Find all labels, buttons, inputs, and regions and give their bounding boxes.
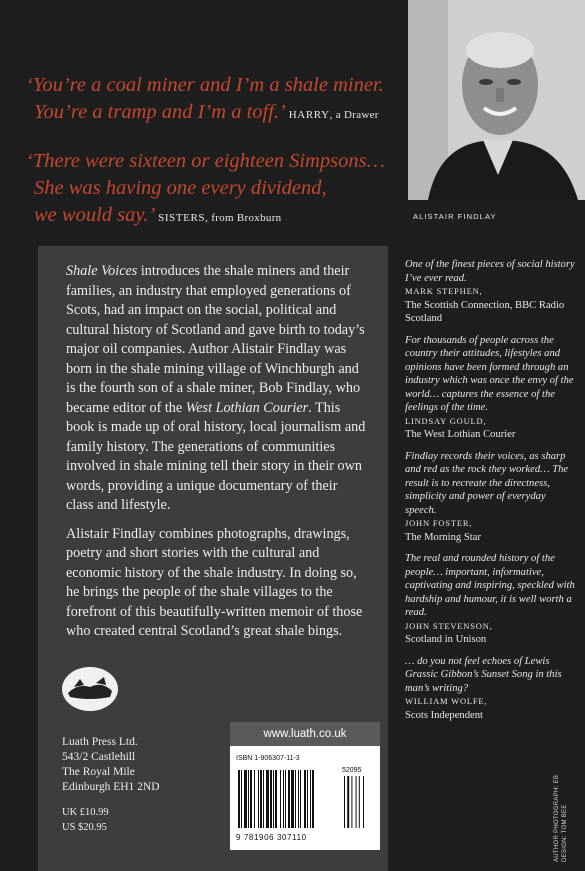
book-title: Shale Voices [66, 263, 138, 279]
quote-1 [26, 72, 416, 129]
quote-2-text: we would say.’ [34, 204, 154, 226]
barcode-bar [285, 770, 286, 828]
quote-2-attribution [158, 212, 281, 224]
barcode-bar [288, 770, 290, 828]
credits [553, 775, 569, 862]
review-name: JOHN STEVENSON, [405, 620, 493, 631]
quote-2-speaker: SISTERS [158, 212, 206, 224]
newspaper-title: West Lothian Courier [185, 399, 309, 416]
barcode-bar [248, 770, 249, 828]
publisher-info [62, 735, 160, 835]
barcode-bar [300, 770, 301, 828]
isbn-label: ISBN 1-906307-11-3 [236, 755, 300, 762]
description-p1-part-b: . This book is made up of oral history, local journalism and family history. The generations of communities involved in shale mining tell their story in their own words, providing a unique documentary of their class and lifestyle. [66, 399, 366, 513]
website-url: www.luath.co.uk [230, 722, 380, 746]
barcode-bar [307, 770, 308, 828]
price-us: US $20.95 [62, 822, 107, 833]
barcode-bar [298, 770, 299, 828]
barcode-bar [280, 770, 281, 828]
quote-2-role: , from Broxburn [205, 212, 282, 224]
review-quote: … do you not feel echoes of Lewis Grassic Gibbon’s Sunset Song in this man’s writing? [405, 655, 562, 694]
review-3 [405, 450, 575, 545]
barcode-bar [244, 770, 247, 828]
quote-1-line-1: ‘You’re a coal miner and I’m a shale miner. [26, 74, 384, 96]
barcode-bar [275, 770, 277, 828]
quote-1-speaker: HARRY [288, 109, 330, 121]
barcode-bar [310, 770, 311, 828]
review-outlet: The Scottish Connection, BBC Radio Scotland [405, 299, 565, 324]
review-outlet: Scots Independent [405, 709, 483, 721]
publisher-address-1: 543/2 Castlehill [62, 751, 136, 763]
reviews-panel [405, 258, 575, 730]
quote-1-text: You’re a tramp and I’m a toff.’ [34, 101, 284, 123]
review-quote: Findlay records their voices, as sharp and red as the rock they worked… The result is to recreate the directness, simplicity and power of everyday speech. [405, 450, 569, 516]
addon-bar [356, 776, 357, 828]
quote-1-role: , a Drawer [329, 109, 379, 121]
author-portrait-image [408, 0, 585, 200]
review-quote: One of the finest pieces of social history I’ve ever read. [405, 259, 575, 284]
review-name: JOHN FOSTER, [405, 518, 473, 528]
publisher-name: Luath Press Ltd. [62, 736, 138, 748]
description-p1-part-a: introduces the shale miners and their families, an industry that employed generations of Scots, had an impact on the social, political and cultural history of Scotland and gave birth to today’s major oil companies. Author Alistair Findlay was born in the shale mining village of Winchburgh and is the fourth son of a shale miner, Bob Findlay, who became editor of the [66, 263, 365, 416]
price-addon-code: 52095 [342, 767, 362, 774]
barcode-bar [260, 770, 262, 828]
review-name: MARK STEPHEN, [405, 286, 483, 296]
review-quote: The real and rounded history of the people… important, informative, captivating and inspiring, speckled with hardship and humour, it is well worth a read. [405, 553, 575, 618]
description-paragraph-2: Alistair Findlay combines photographs, drawings, poetry and short stories with the cultural and economic history of the shale industry. In doing so, he brings the people of the shale villages to the forefront of this beautifully-written memoir of those who created central Scotland’s great shale bings. [66, 525, 363, 639]
barcode-bar [304, 770, 306, 828]
barcode-icon [236, 764, 376, 832]
quote-2-line-2: She was having one every dividend, [34, 177, 327, 199]
review-name: LINDSAY GOULD, [405, 415, 487, 426]
quote-1-line-2 [26, 99, 416, 129]
addon-bar [363, 776, 364, 828]
barcode-bar [254, 770, 255, 828]
review-2 [405, 334, 575, 442]
publisher-address-3: Edinburgh EH1 2ND [62, 781, 160, 793]
author-photo [408, 0, 585, 200]
barcode-bar [283, 770, 284, 828]
publisher-address-2: The Royal Mile [62, 766, 135, 778]
addon-bar [351, 776, 352, 828]
price-uk: UK £10.99 [62, 807, 109, 818]
description-text [66, 262, 366, 642]
barcode-bar [295, 770, 296, 828]
barcode-bar [238, 770, 240, 828]
quote-2-line-1: ‘There were sixteen or eighteen Simpsons… [26, 150, 385, 172]
barcode-bar [312, 770, 314, 828]
review-outlet: The West Lothian Courier [405, 429, 516, 440]
review-outlet: Scotland in Unison [405, 634, 487, 645]
review-4 [405, 552, 575, 647]
review-5 [405, 655, 575, 723]
credit-photo: AUTHOR PHOTOGRAPH: EB [554, 774, 560, 862]
review-outlet: The Morning Star [405, 531, 481, 543]
luath-logo-icon [60, 665, 120, 713]
barcode-bar [250, 770, 252, 828]
barcode-bar [291, 770, 294, 828]
quote-2-line-3 [26, 202, 416, 232]
barcode-bar [241, 770, 242, 828]
description-paragraph-1 [66, 262, 366, 516]
quote-2 [26, 148, 416, 232]
barcode-bar [258, 770, 259, 828]
addon-bar [359, 776, 360, 828]
isbn-digits: 9 781906 307110 [236, 833, 307, 842]
barcode-bar [263, 770, 264, 828]
barcode-bar [266, 770, 269, 828]
publisher-logo [60, 665, 120, 713]
addon-bar [347, 776, 349, 828]
addon-bar [344, 776, 345, 828]
review-name: WILLIAM WOLFE, [405, 696, 488, 706]
credit-design: DESIGN: TOM BEE [562, 804, 568, 862]
quote-1-attribution [289, 109, 379, 121]
photo-caption: ALISTAIR FINDLAY [413, 212, 497, 221]
barcode-bar [273, 770, 274, 828]
barcode-bar [270, 770, 272, 828]
review-quote: For thousands of people across the country their attitudes, lifestyles and opinions have been formed through an industry which was once the envy of the world… captures the essence of the feelings of the time. [405, 334, 574, 413]
review-1 [405, 258, 575, 326]
